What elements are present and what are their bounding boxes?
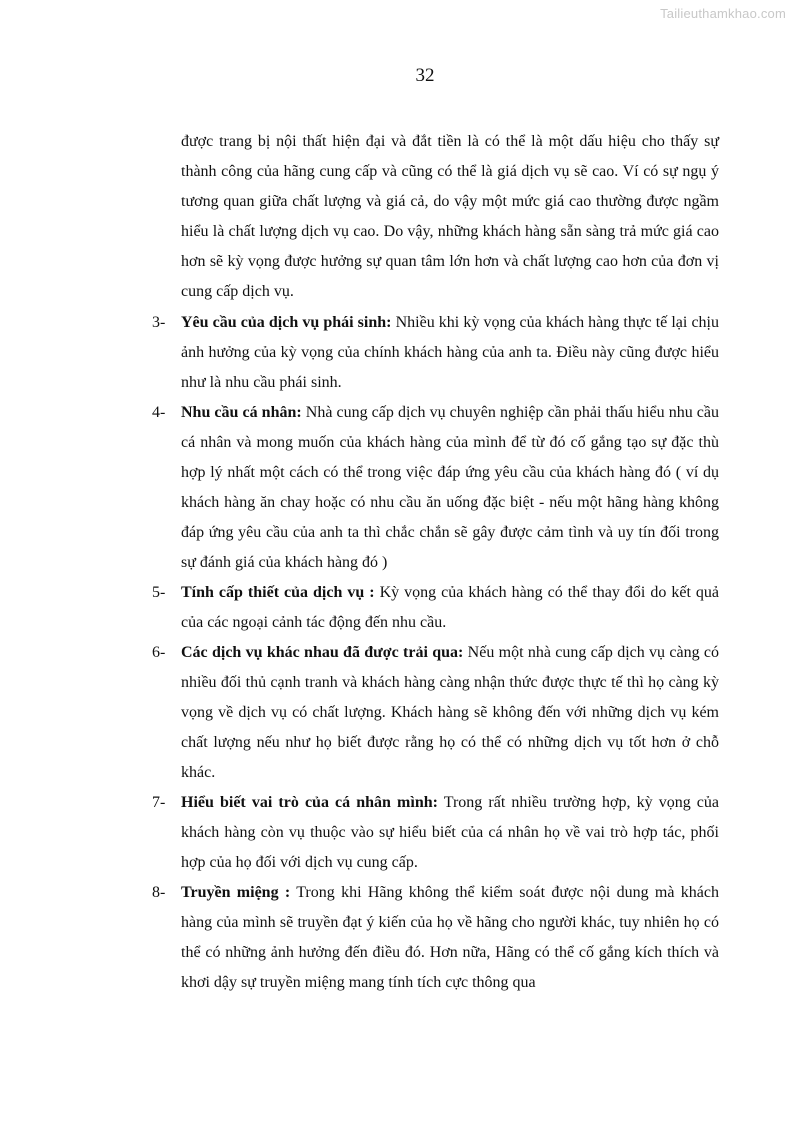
expectation-factors-list [152,308,719,998]
list-item-heading: Tính cấp thiết của dịch vụ : [181,584,375,601]
list-item [152,308,719,398]
list-item [152,638,719,788]
page-number: 32 [415,65,435,86]
list-item [152,578,719,638]
list-item-heading: Các dịch vụ khác nhau đã được trải qua: [181,644,464,661]
list-item-number: 3- [152,314,166,331]
intro-paragraph: được trang bị nội thất hiện đại và đắt tiền là có thể là một dấu hiệu cho thấy sự thành công của hãng cung cấp và cũng có thể là giá dịch vụ sẽ cao. Ví có sự ngụ ý tương quan giữa chất lượng và giá cả, do vậy một mức giá cao thường được ngầm hiểu là chất lượng dịch vụ cao. Do vậy, những khách hàng sẵn sàng trả mức giá cao hơn sẽ kỳ vọng được hưởng sự quan tâm lớn hơn và chất lượng cao hơn của đơn vị cung cấp dịch vụ. [181,133,719,300]
list-item-number: 8- [152,884,166,901]
list-item-heading: Truyền miệng : [181,884,291,901]
list-item-body: Trong rất nhiều trường hợp, kỳ vọng của khách hàng còn vụ thuộc vào sự hiểu biết của cá nhân họ về vai trò hợp tác, phối hợp của họ đối với dịch vụ cung cấp. [181,794,720,871]
list-item-text [181,308,719,398]
list-item-body: Kỳ vọng của khách hàng có thể thay đổi do kết quả của các ngoại cảnh tác động đến nhu cầu. [181,584,719,631]
intro-paragraph-block [181,127,719,307]
list-item-body: Nhà cung cấp dịch vụ chuyên nghiệp cần phải thấu hiểu nhu cầu cá nhân và mong muốn của khách hàng của mình để từ đó cố gắng tạo sự đặc thù hợp lý nhất một cách có thể trong việc đáp ứng yêu cầu của khách hàng đó ( ví dụ khách hàng ăn chay hoặc có nhu cầu ăn uống đặc biệt - nếu một hãng hàng không đáp ứng yêu cầu của anh ta thì chắc chắn sẽ gây được cảm tình và uy tín đối trong sự đánh giá của khách hàng đó ) [181,404,719,571]
list-item-text [181,788,719,878]
list-item [152,398,719,578]
list-item-heading: Nhu cầu cá nhân: [181,404,302,421]
list-item-heading: Hiểu biết vai trò của cá nhân mình: [181,794,438,811]
list-item-number: 7- [152,794,166,811]
list-item-number: 6- [152,644,166,661]
list-item-number: 5- [152,584,166,601]
list-item-text [181,638,719,788]
list-item-text [181,398,719,578]
list-item [152,878,719,998]
list-item-heading: Yêu cầu của dịch vụ phái sinh: [181,314,392,331]
list-item-text [181,578,719,638]
list-item-body: Trong khi Hãng không thể kiểm soát được nội dung mà khách hàng của mình sẽ truyền đạt ý kiến của họ về hãng cho người khác, tuy nhiên họ có thể có những ảnh hưởng đến điều đó. Hơn nữa, Hãng có thể cố gắng kích thích và khơi dậy sự truyền miệng mang tính tích cực thông qua [181,884,719,991]
list-item-body: Nếu một nhà cung cấp dịch vụ càng có nhiều đối thủ cạnh tranh và khách hàng càng nhận thức được thực tế thì họ càng kỳ vọng về dịch vụ có chất lượng. Khách hàng sẽ không đến với những dịch vụ kém chất lượng nếu như họ biết được rằng họ có thể có những dịch vụ tốt hơn ở chỗ khác. [181,644,719,781]
list-item-text [181,878,719,998]
watermark: Tailieuthamkhao.com [660,6,786,21]
list-item-number: 4- [152,404,166,421]
list-item [152,788,719,878]
list-item-body: Nhiều khi kỳ vọng của khách hàng thực tế lại chịu ảnh hưởng của kỳ vọng của chính khách hàng của anh ta. Điều này cũng được hiểu như là nhu cầu phái sinh. [181,314,720,391]
